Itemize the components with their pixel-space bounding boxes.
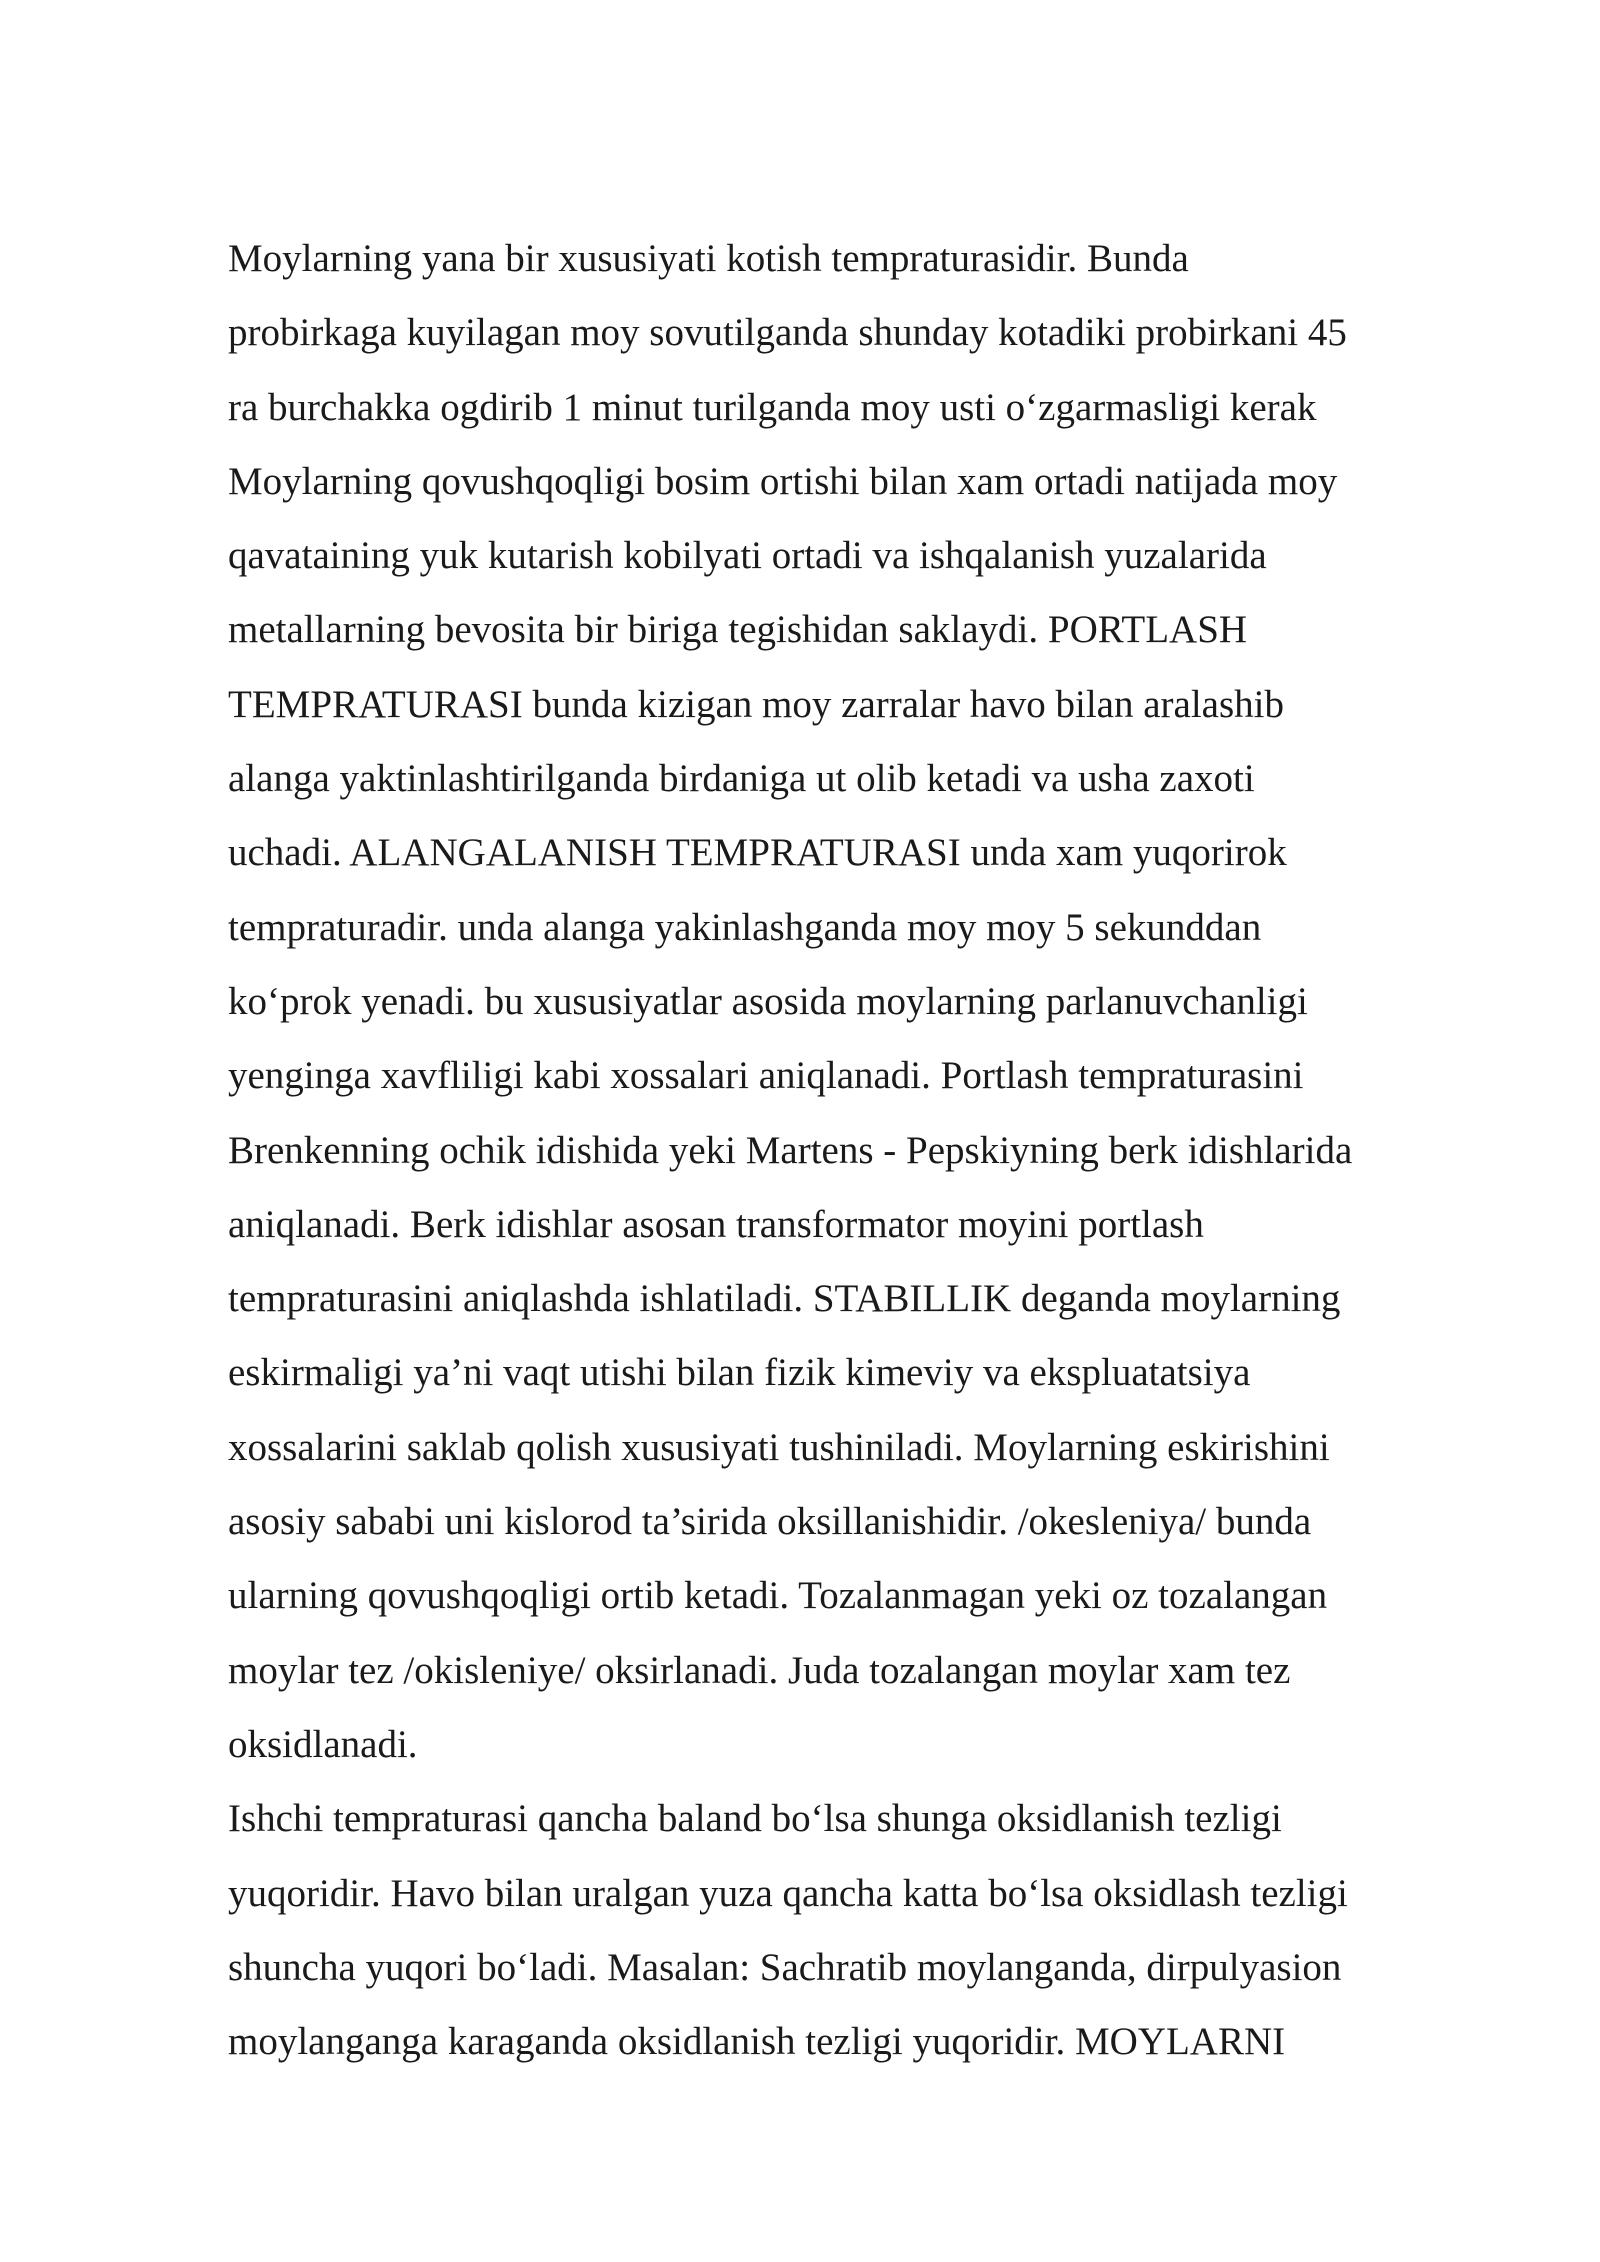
body-text	[228, 222, 1478, 2079]
text-line: shuncha yuqori bo‘ladi. Masalan: Sachratib moylanganda, dirpulyasion	[228, 1945, 1342, 1989]
text-line: moylanganga karaganda oksidlanish tezligi yuqoridir. MOYLARNI	[228, 2020, 1286, 2064]
text-line: TEMPRATURASI bunda kizigan moy zarralar havo bilan aralashib	[228, 682, 1284, 726]
text-line: aniqlanadi. Berk idishlar asosan transformator moyini portlash	[228, 1202, 1204, 1246]
text-line: oksidlanadi.	[228, 1722, 418, 1766]
text-line: alanga yaktinlashtirilganda birdaniga ut olib ketadi va usha zaxoti	[228, 757, 1255, 801]
text-line: tempraturasini aniqlashda ishlatiladi. STABILLIK deganda moylarning	[228, 1277, 1341, 1321]
text-line: asosiy sababi uni kislorod ta’sirida oksillanishidir. /okesleniya/ bunda	[228, 1500, 1312, 1544]
text-line: eskirmaligi ya’ni vaqt utishi bilan fizik kimeviy va ekspluatatsiya	[228, 1351, 1251, 1395]
text-line: Ishchi tempraturasi qancha baland bo‘lsa shunga oksidlanish tezligi	[228, 1797, 1282, 1841]
text-line: metallarning bevosita bir biriga tegishidan saklaydi. PORTLASH	[228, 608, 1248, 652]
text-line: ularning qovushqoqligi ortib ketadi. Tozalanmagan yeki oz tozalangan	[228, 1574, 1328, 1618]
text-line: yuqoridir. Havo bilan uralgan yuza qancha katta bo‘lsa oksidlash tezligi	[228, 1871, 1348, 1915]
text-line: yenginga xavfliligi kabi xossalari aniqlanadi. Portlash tempraturasini	[228, 1054, 1304, 1098]
text-line: Moylarning yana bir xususiyati kotish tempraturasidir. Bunda	[228, 237, 1189, 280]
text-line: probirkaga kuyilagan moy sovutilganda shunday kotadiki probirkani 45	[228, 311, 1347, 355]
text-line: ra burchakka ogdirib 1 minut turilganda moy usti o‘zgarmasligi kerak	[228, 385, 1317, 429]
text-line: uchadi. ALANGALANISH TEMPRATURASI unda xam yuqorirok	[228, 831, 1287, 875]
text-line: qavataining yuk kutarish kobilyati ortadi va ishqalanish yuzalarida	[228, 534, 1267, 578]
text-line: xossalarini saklab qolish xususiyati tushiniladi. Moylarning eskirishini	[228, 1425, 1330, 1469]
text-line: Brenkenning ochik idishida yeki Martens - Pepskiyning berk idishlarida	[228, 1128, 1353, 1172]
text-line: moylar tez /okisleniye/ oksirlanadi. Juda tozalangan moylar xam tez	[228, 1648, 1291, 1692]
text-line: tempraturadir. unda alanga yakinlashganda moy moy 5 sekunddan	[228, 905, 1262, 949]
text-line: Moylarning qovushqoqligi bosim ortishi bilan xam ortadi natijada moy	[228, 459, 1338, 503]
text-line: ko‘prok yenadi. bu xususiyatlar asosida moylarning parlanuvchanligi	[228, 979, 1308, 1023]
